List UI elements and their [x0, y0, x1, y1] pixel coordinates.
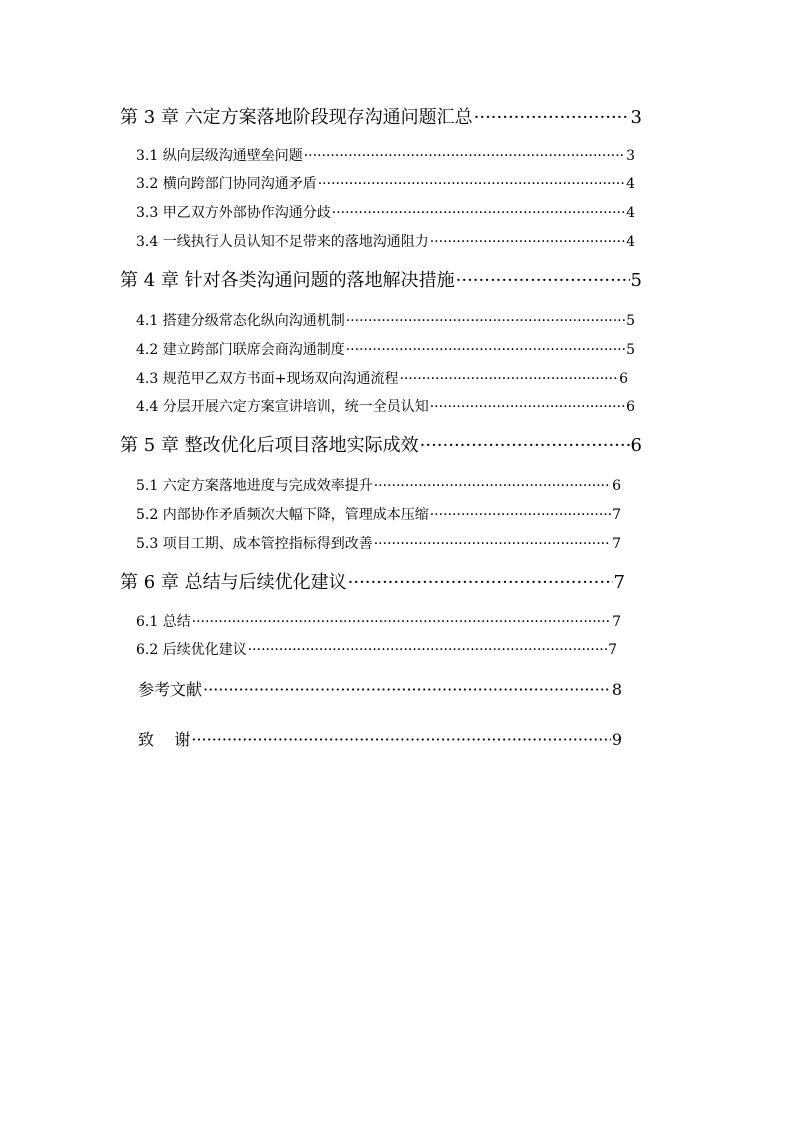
- toc-section-5-2[interactable]: [136, 505, 621, 525]
- dot-leader: [248, 640, 607, 660]
- toc-page-number: 3: [630, 107, 642, 128]
- toc-section-4-1[interactable]: [136, 311, 635, 331]
- toc-page-number: 6: [619, 371, 628, 387]
- dot-leader: [430, 397, 625, 417]
- toc-page-number: 6: [630, 435, 642, 456]
- toc-chapter-3[interactable]: [120, 106, 642, 130]
- toc-page-number: 6: [626, 399, 635, 415]
- toc-page-number: 7: [608, 642, 617, 658]
- toc-entry-title: 致 谢: [138, 730, 191, 749]
- toc-page-number: 4: [626, 234, 635, 250]
- toc-entry-title: 4.2 建立跨部门联席会商沟通制度: [136, 342, 345, 358]
- toc-section-3-2[interactable]: [136, 174, 635, 194]
- dot-leader: [420, 434, 630, 458]
- toc-section-4-3[interactable]: [136, 369, 628, 389]
- toc-entry-title: 参考文献: [138, 680, 203, 699]
- dot-leader: [474, 106, 630, 130]
- toc-page-number: 8: [611, 680, 622, 699]
- toc-entry-title: 4.4 分层开展六定方案宣讲培训，统一全员认知: [136, 399, 429, 415]
- toc-acknowledgements[interactable]: [138, 729, 622, 751]
- dot-leader: [346, 340, 625, 360]
- toc-entry-title: 第 5 章 整改优化后项目落地实际成效: [120, 435, 419, 456]
- dot-leader: [430, 232, 625, 252]
- toc-entry-title: 5.3 项目工期、成本管控指标得到改善: [136, 536, 373, 552]
- toc-page-number: 7: [612, 536, 621, 552]
- toc-references[interactable]: [138, 679, 622, 701]
- toc-section-4-2[interactable]: [136, 340, 635, 360]
- toc-section-4-4[interactable]: [136, 397, 635, 417]
- toc-entry-title: 6.2 后续优化建议: [136, 642, 247, 658]
- toc-section-3-4[interactable]: [136, 232, 635, 252]
- toc-chapter-5[interactable]: [120, 434, 642, 458]
- toc-page-number: 4: [626, 205, 635, 221]
- toc-page-number: 5: [626, 342, 635, 358]
- dot-leader: [399, 369, 618, 389]
- toc-page-number: 7: [612, 614, 621, 630]
- toc-entry-title: 3.2 横向跨部门协同沟通矛盾: [136, 176, 317, 192]
- toc-entry-title: 4.3 规范甲乙双方书面+现场双向沟通流程: [136, 371, 399, 387]
- toc-section-3-3[interactable]: [136, 203, 635, 223]
- dot-leader: [203, 679, 611, 701]
- toc-entry-title: 3.1 纵向层级沟通壁垒问题: [136, 148, 303, 164]
- dot-leader: [192, 612, 611, 632]
- toc-entry-title: 5.2 内部协作矛盾频次大幅下降，管理成本压缩: [136, 507, 429, 523]
- toc-entry-title: 5.1 六定方案落地进度与完成效率提升: [136, 478, 373, 494]
- toc-entry-title: 第 6 章 总结与后续优化建议: [120, 572, 347, 593]
- toc-page-number: 5: [630, 270, 642, 291]
- toc-page-number: 5: [626, 313, 635, 329]
- dot-leader: [191, 729, 610, 751]
- dot-leader: [304, 146, 625, 166]
- toc-page-number: 6: [612, 478, 621, 494]
- dot-leader: [318, 174, 625, 194]
- dot-leader: [348, 571, 613, 595]
- toc-section-3-1[interactable]: [136, 146, 635, 166]
- dot-leader: [430, 505, 611, 525]
- toc-page-number: 9: [611, 730, 622, 749]
- toc-section-5-1[interactable]: [136, 476, 621, 496]
- toc-entry-title: 6.1 总结: [136, 614, 191, 630]
- toc-chapter-4[interactable]: [120, 269, 642, 293]
- dot-leader: [346, 311, 625, 331]
- toc-entry-title: 第 3 章 六定方案落地阶段现存沟通问题汇总: [120, 107, 473, 128]
- dot-leader: [456, 269, 630, 293]
- toc-page-number: 3: [626, 148, 635, 164]
- toc-chapter-6[interactable]: [120, 571, 625, 595]
- toc-page-number: 7: [613, 572, 625, 593]
- toc-entry-title: 3.3 甲乙双方外部协作沟通分歧: [136, 205, 331, 221]
- toc-entry-title: 3.4 一线执行人员认知不足带来的落地沟通阻力: [136, 234, 429, 250]
- dot-leader: [332, 203, 625, 223]
- toc-section-5-3[interactable]: [136, 534, 621, 554]
- toc-entry-title: 4.1 搭建分级常态化纵向沟通机制: [136, 313, 345, 329]
- toc-page-number: 7: [612, 507, 621, 523]
- toc-page-number: 4: [626, 176, 635, 192]
- toc-section-6-1[interactable]: [136, 612, 621, 632]
- dot-leader: [374, 534, 611, 554]
- toc-section-6-2[interactable]: [136, 640, 617, 660]
- dot-leader: [374, 476, 611, 496]
- toc-entry-title: 第 4 章 针对各类沟通问题的落地解决措施: [120, 270, 455, 291]
